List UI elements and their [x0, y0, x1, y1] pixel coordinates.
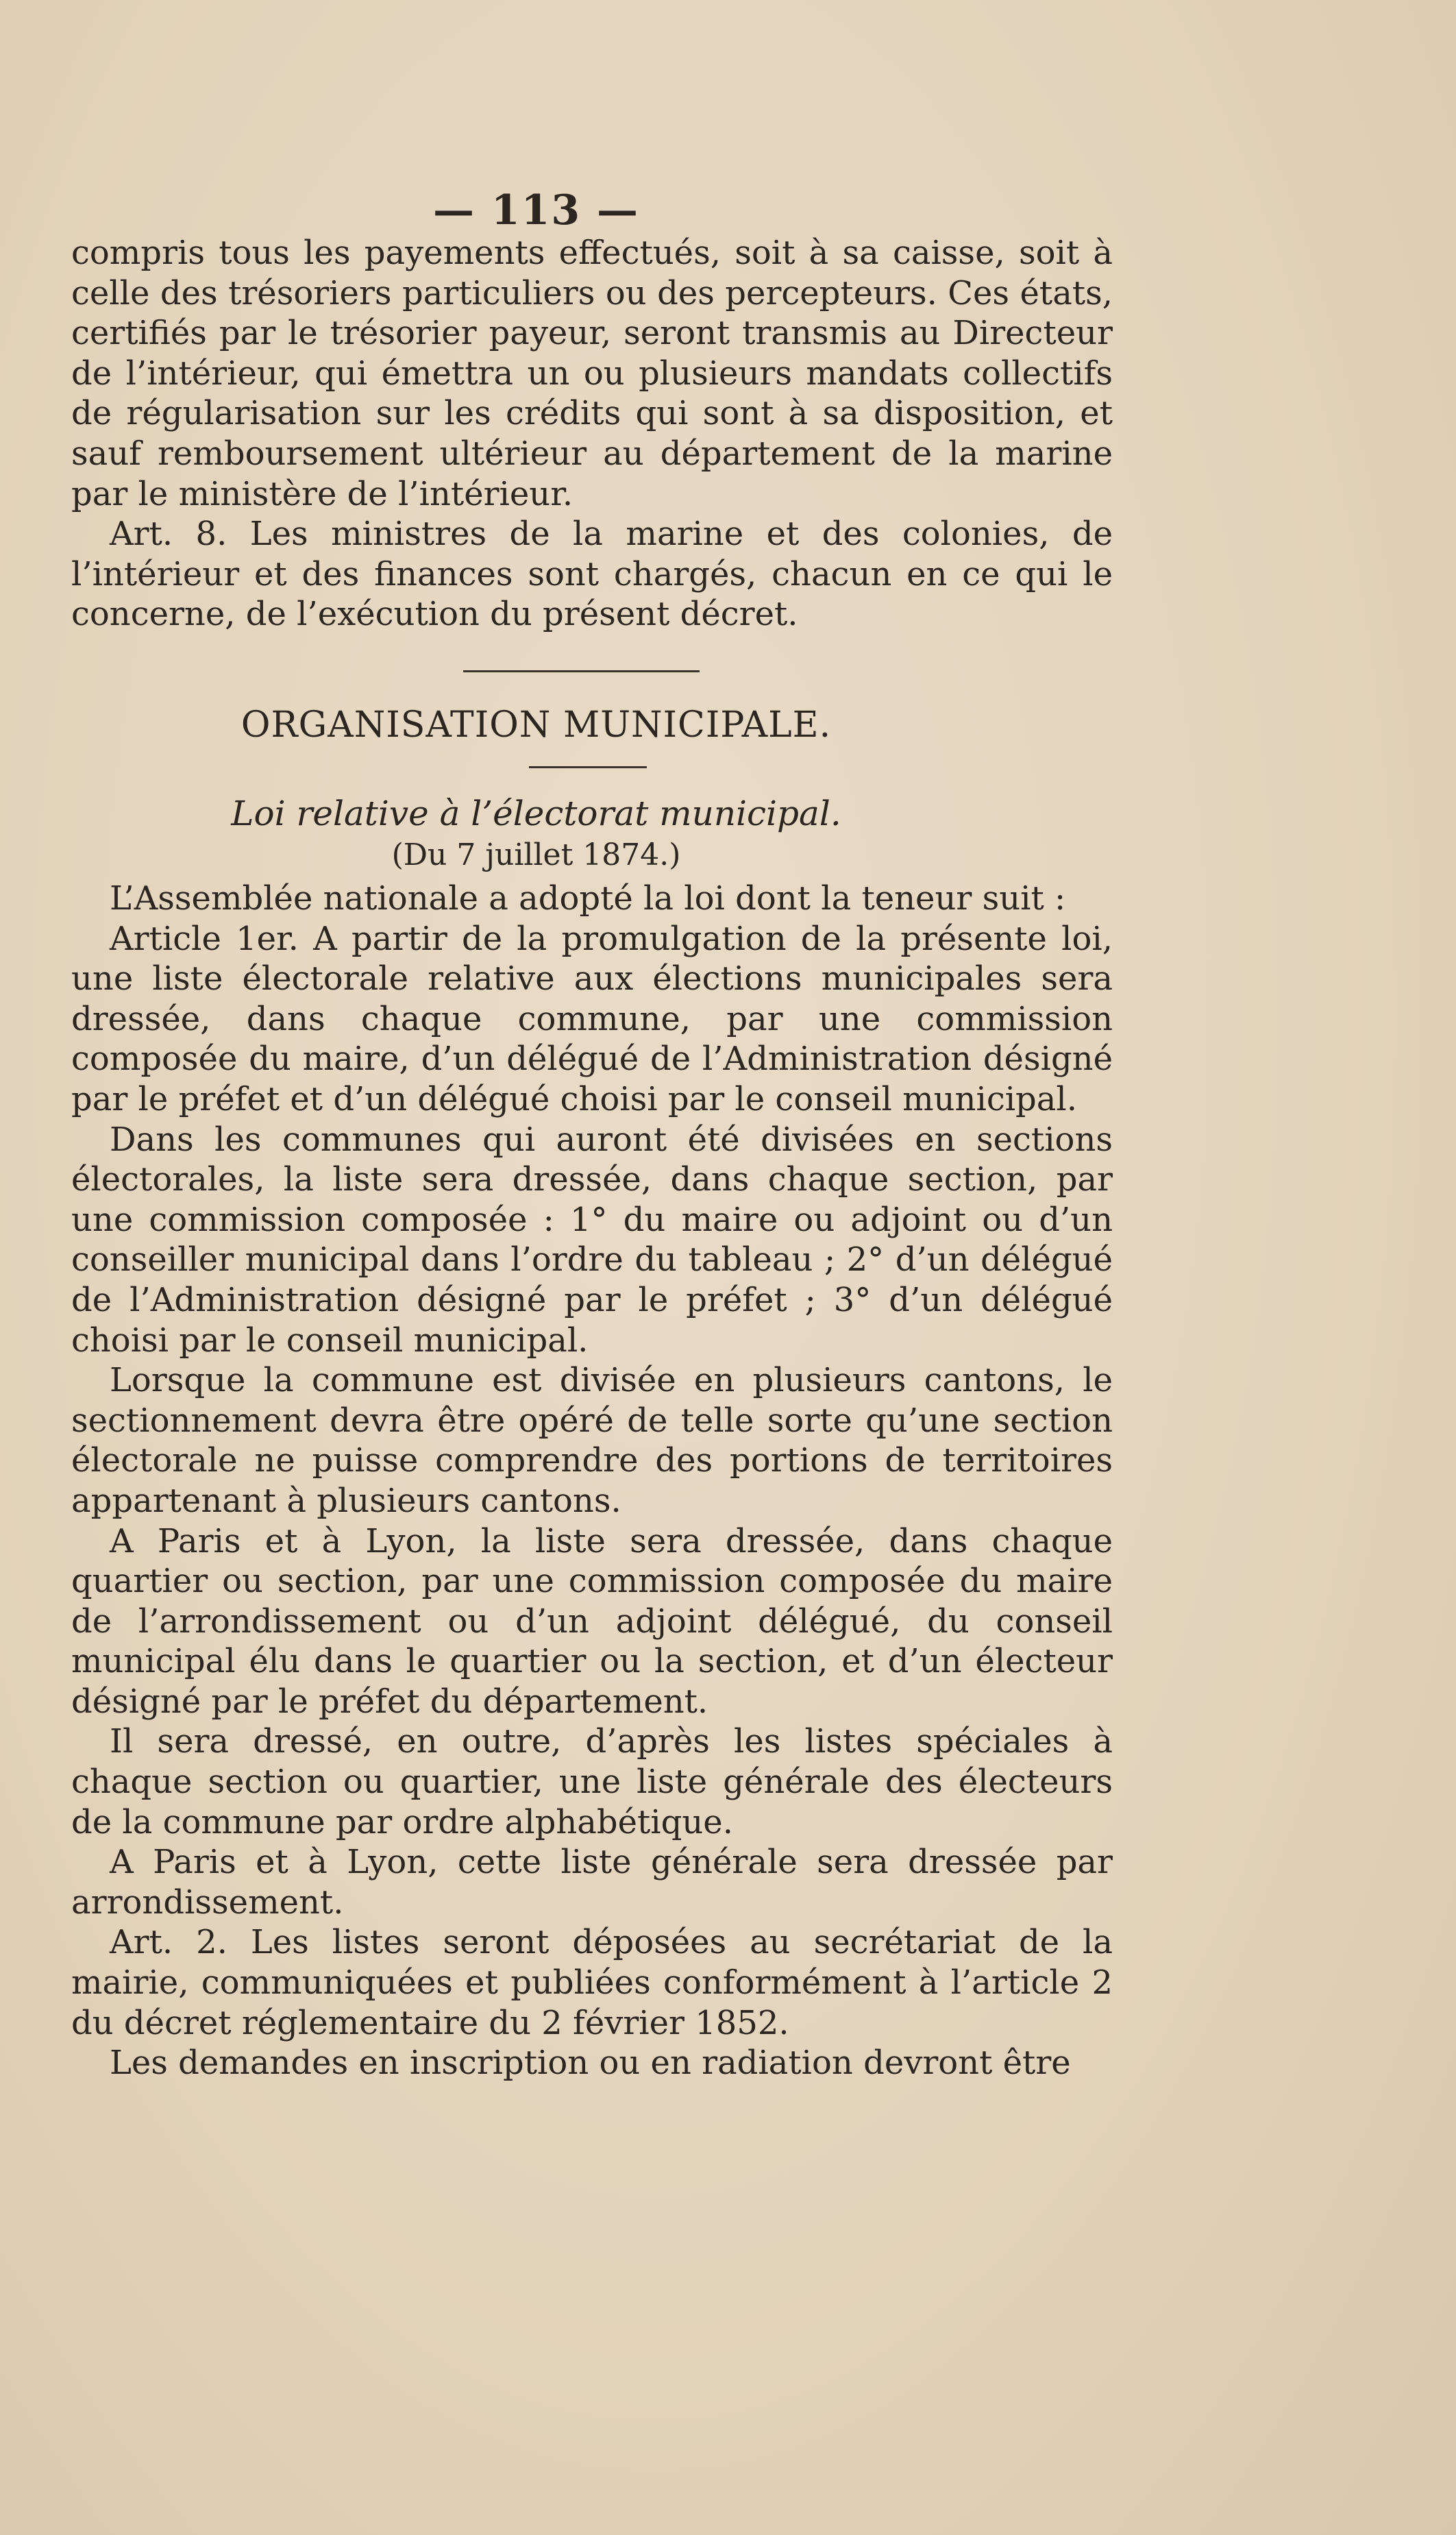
paragraph: Dans les communes qui auront été divisées en sections électorales, la liste sera dressée, dans chaque section, par une commission composée : 1° du maire ou adjoint ou d’un conseiller municipal dans l’ordre du tableau ; 2° d’un délégué de l’Administration désigné par le préfet ; 3° d’un délégué choisi par le conseil municipal. — [71, 1120, 1113, 1360]
paragraph: A Paris et à Lyon, cette liste générale sera dressée par arrondissement. — [71, 1843, 1113, 1922]
law-text — [71, 879, 1113, 2083]
law-title: Loi relative à l’électorat municipal. — [231, 794, 841, 833]
paragraph: Article 1er. A partir de la promulgation de la présente loi, une liste électorale relative aux élections municipales sera dressée, dans chaque commune, par une commission composée du maire, d’un délégué de l’Administration désigné par le préfet et d’un délégué choisi par le conseil municipal. — [71, 919, 1113, 1118]
section-title: ORGANISATION MUNICIPALE. — [240, 705, 832, 746]
section-divider — [463, 670, 700, 672]
paragraph: compris tous les payements effectués, soit à sa caisse, soit à celle des trésoriers particuliers ou des percepteurs. Ces états, certifiés par le trésorier payeur, seront transmis au Directeur de l’intérieur, qui émettra un ou plusieurs mandats collectifs de régularisation sur les crédits qui sont à sa disposition, et sauf remboursement ultérieur au département de la marine par le ministère de l’intérieur. — [71, 234, 1113, 513]
paragraph: Art. 8. Les ministres de la marine et des colonies, de l’intérieur et des finances sont chargés, chacun en ce qui le concerne, de l’exécution du présent décret. — [71, 515, 1113, 634]
paragraph: Les demandes en inscription ou en radiation devront être — [110, 2044, 1071, 2083]
page-number: — 113 — — [432, 186, 640, 234]
paragraph: A Paris et à Lyon, la liste sera dressée, dans chaque quartier ou section, par une commission composée du maire de l’arrondissement ou d’un adjoint délégué, du conseil municipal élu dans le quartier ou la section, et d’un électeur désigné par le préfet du département. — [71, 1521, 1113, 1721]
title-divider — [529, 766, 647, 768]
paragraph: Il sera dressé, en outre, d’après les listes spéciales à chaque section ou quartier, une liste générale des électeurs de la commune par ordre alphabétique. — [71, 1722, 1113, 1841]
paragraph: Art. 2. Les listes seront déposées au secrétariat de la mairie, communiquées et publiées conformément à l’article 2 du décret réglementaire du 2 février 1852. — [71, 1923, 1113, 2042]
paragraph: L’Assemblée nationale a adopté la loi dont la teneur suit : — [110, 879, 1066, 918]
paragraph: Lorsque la commune est divisée en plusieurs cantons, le sectionnement devra être opéré de telle sorte qu’une section électorale ne puisse comprendre des portions de territoires appartenant à plusieurs cantons. — [71, 1361, 1113, 1520]
law-date: (Du 7 juillet 1874.) — [391, 837, 681, 872]
intro-text — [71, 233, 1113, 635]
